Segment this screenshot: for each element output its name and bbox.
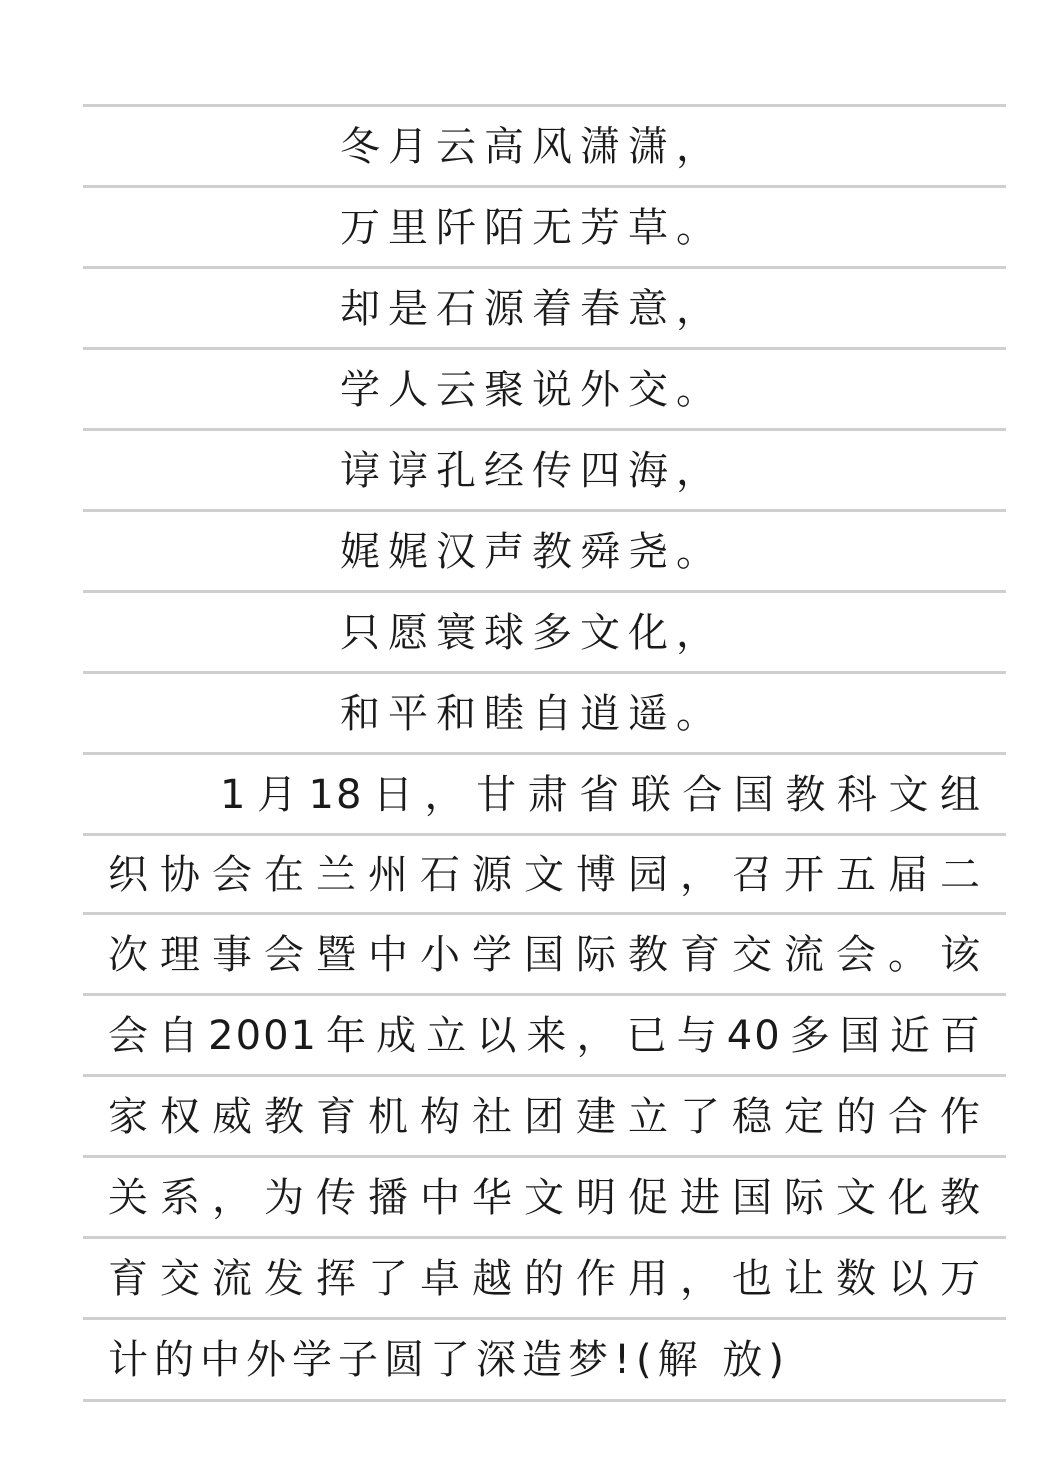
poem-line: 万里阡陌无芳草。: [340, 205, 724, 251]
poem-line: 冬月云高风潇潇，: [340, 124, 724, 170]
ruled-line: [83, 1399, 1006, 1402]
article-line: 次理事会暨中小学国际教育交流会。该: [108, 932, 982, 978]
ruled-line: [83, 671, 1006, 674]
poem-line: 只愿寰球多文化，: [340, 610, 724, 656]
poem-line: 谆谆孔经传四海，: [340, 448, 724, 494]
article-line: 关系，为传播中华文明促进国际文化教: [108, 1175, 982, 1221]
ruled-line: [83, 1236, 1006, 1239]
poem-line: 娓娓汉声教舜尧。: [340, 529, 724, 575]
poem-line: 和平和睦自逍遥。: [340, 691, 724, 737]
article-line: 家权威教育机构社团建立了稳定的合作: [108, 1094, 982, 1140]
ruled-line: [83, 993, 1006, 996]
article-line: 育交流发挥了卓越的作用，也让数以万: [108, 1256, 982, 1302]
ruled-line: [83, 428, 1006, 431]
ruled-line: [83, 266, 1006, 269]
ruled-line: [83, 752, 1006, 755]
poem-line: 却是石源着春意，: [340, 286, 724, 332]
ruled-line: [83, 1317, 1006, 1320]
ruled-line: [83, 185, 1006, 188]
ruled-line: [83, 509, 1006, 512]
ruled-line: [83, 1074, 1006, 1077]
ruled-line: [83, 833, 1006, 836]
ruled-line: [83, 104, 1006, 107]
ruled-line: [83, 347, 1006, 350]
ruled-line: [83, 1155, 1006, 1158]
ruled-line: [83, 590, 1006, 593]
poem-line: 学人云聚说外交。: [340, 367, 724, 413]
article-line: 会自2001年成立以来，已与40多国近百: [108, 1013, 982, 1059]
article-line: 1月18日，甘肃省联合国教科文组: [220, 772, 982, 818]
article-line: 织协会在兰州石源文博园，召开五届二: [108, 852, 982, 898]
article-line: 计的中外学子圆了深造梦!(解 放): [108, 1337, 790, 1383]
